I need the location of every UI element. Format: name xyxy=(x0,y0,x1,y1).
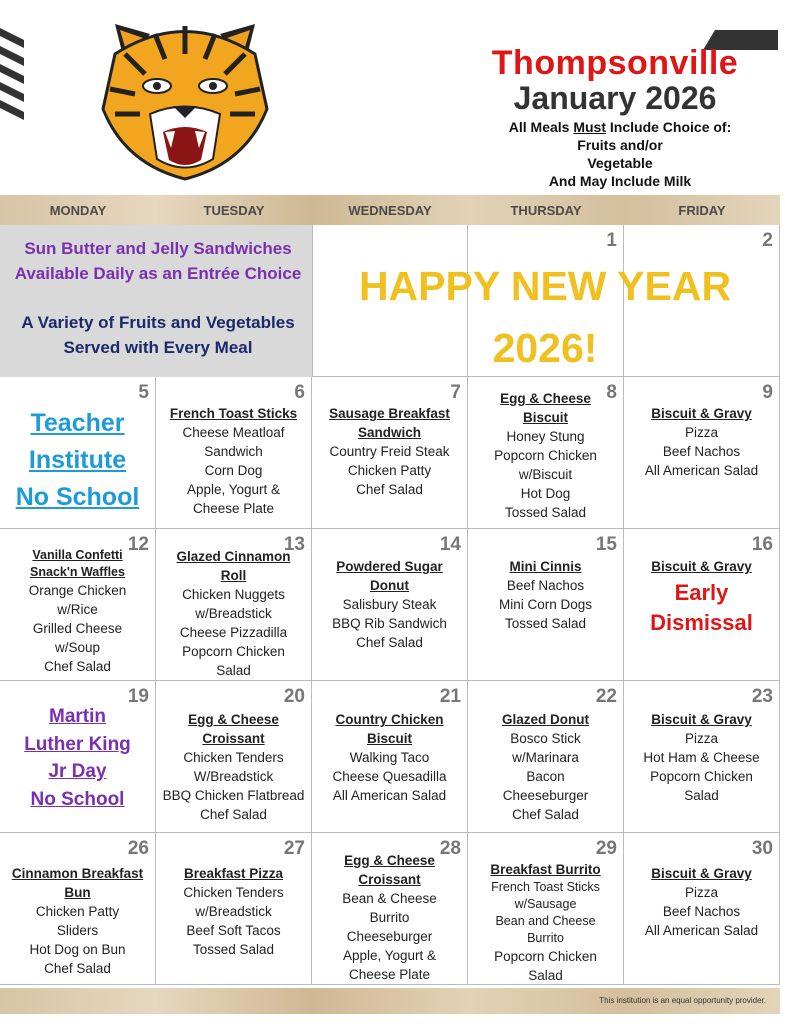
calendar-cell-7: 7 Sausage Breakfast Sandwich Country Freid Steak Chicken Patty Chef Salad xyxy=(312,377,468,529)
day-tuesday: TUESDAY xyxy=(203,203,265,218)
day-thursday: THURSDAY xyxy=(510,203,582,218)
calendar-cell-15: 15 Mini Cinnis Beef Nachos Mini Corn Dogs Tossed Salad xyxy=(468,529,624,681)
calendar-cell-22: 22 Glazed Donut Bosco Stick w/Marinara Bacon Cheeseburger Chef Salad xyxy=(468,681,624,833)
equal-opportunity-statement: This institution is an equal opportunity provider. xyxy=(599,996,766,1005)
calendar-cell-19: 19 Martin Luther King Jr Day No School xyxy=(0,681,156,833)
calendar-cell-27: 27 Breakfast Pizza Chicken Tenders w/Breadstick Beef Soft Tacos Tossed Salad xyxy=(156,833,312,985)
meal-requirements: All Meals Must Include Choice of: Fruits and/or Vegetable And May Include Milk xyxy=(508,119,732,189)
day-wednesday: WEDNESDAY xyxy=(348,203,432,218)
menu-month: January 2026 xyxy=(513,80,717,116)
calendar-cell-30: 30 Biscuit & Gravy Pizza Beef Nachos All American Salad xyxy=(624,833,780,985)
calendar-cell-14: 14 Powdered Sugar Donut Salisbury Steak BBQ Rib Sandwich Chef Salad xyxy=(312,529,468,681)
calendar-cell-20: 20 Egg & Cheese Croissant Chicken Tenders W/Breadstick BBQ Chicken Flatbread Chef Salad xyxy=(156,681,312,833)
calendar-cell-2: 2 xyxy=(624,225,780,377)
calendar-cell-12: 12 Vanilla Confetti Snack'n Waffles Orange Chicken w/Rice Grilled Cheese w/Soup Chef Salad xyxy=(0,529,156,681)
school-name: Thompsonville xyxy=(491,44,739,82)
calendar-cell-26: 26 Cinnamon Breakfast Bun Chicken Patty Sliders Hot Dog on Bun Chef Salad xyxy=(0,833,156,985)
sunbutter-note: Sun Butter and Jelly Sandwiches Available Daily as an Entrée Choice xyxy=(14,239,302,283)
footer-bar xyxy=(0,988,780,1014)
calendar-cell-5: 5 Teacher Institute No School xyxy=(0,377,156,529)
calendar-cell-23: 23 Biscuit & Gravy Pizza Hot Ham & Cheese Popcorn Chicken Salad xyxy=(624,681,780,833)
daily-options-notice xyxy=(0,225,312,377)
calendar-cell-21: 21 Country Chicken Biscuit Walking Taco Cheese Quesadilla All American Salad xyxy=(312,681,468,833)
calendar-cell-9: 9 Biscuit & Gravy Pizza Beef Nachos All American Salad xyxy=(624,377,780,529)
calendar-cell-29: 29 Breakfast Burrito French Toast Sticks w/Sausage Bean and Cheese Burrito Popcorn Chicken Salad xyxy=(468,833,624,985)
calendar-cell-28: 28 Egg & Cheese Croissant Bean & Cheese Burrito Cheeseburger Apple, Yogurt & Cheese Plate xyxy=(312,833,468,985)
happy-new-year-banner: HAPPY NEW YEAR 2026! xyxy=(358,263,732,371)
calendar-cell-16: 16 Biscuit & Gravy Early Dismissal xyxy=(624,529,780,681)
tiger-mascot-logo xyxy=(95,14,275,184)
calendar-cell-8: 8 Egg & Cheese Biscuit Honey Stung Popcorn Chicken w/Biscuit Hot Dog Tossed Salad xyxy=(468,377,624,529)
decorative-stripes xyxy=(0,28,30,128)
day-friday: FRIDAY xyxy=(678,203,726,218)
calendar-cell-1: 1 xyxy=(468,225,624,377)
weekday-header xyxy=(0,195,780,225)
day-monday: MONDAY xyxy=(49,203,107,218)
calendar-cell-6: 6 French Toast Sticks Cheese Meatloaf Sandwich Corn Dog Apple, Yogurt & Cheese Plate xyxy=(156,377,312,529)
calendar-cell-13: 13 Glazed Cinnamon Roll Chicken Nuggets w/Breadstick Cheese Pizzadilla Popcorn Chicken Salad xyxy=(156,529,312,681)
menu-calendar-grid xyxy=(0,225,780,985)
variety-note: A Variety of Fruits and Vegetables Served with Every Meal xyxy=(21,313,295,357)
